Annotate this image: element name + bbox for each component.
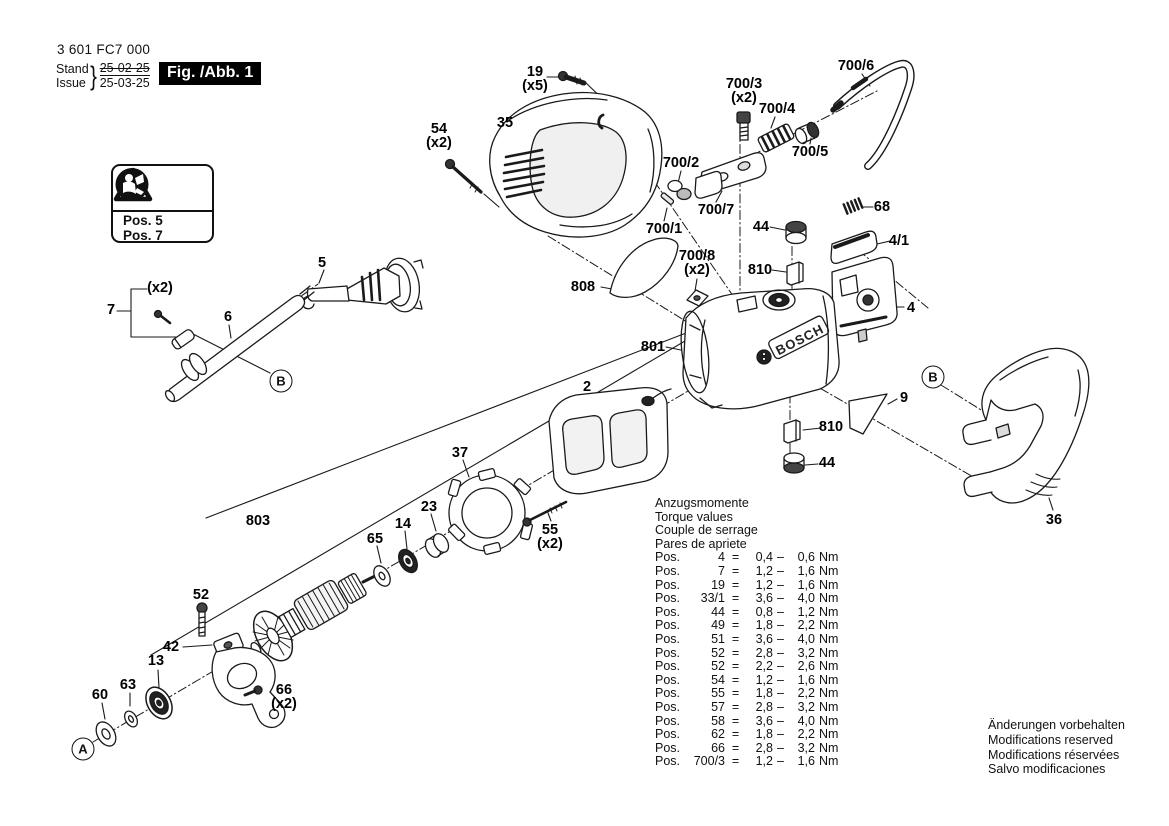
part-label-9: 9: [899, 390, 909, 406]
part-label-54: 54 (x2): [426, 121, 452, 151]
part-label-44: 44: [818, 455, 836, 471]
part-label-60: 60: [91, 687, 109, 703]
torque-row-pos-55: Pos. 55 = 1,8 – 2,2 Nm: [655, 686, 839, 701]
part-label-700-4: 700/4: [758, 101, 796, 117]
ring-63-drawing: [122, 709, 140, 729]
torque-row-pos-58: Pos. 58 = 3,6 – 4,0 Nm: [655, 713, 839, 728]
part-label-63: 63: [119, 677, 137, 693]
washer-65-drawing: [370, 563, 393, 589]
brush-810-top-drawing: [787, 262, 803, 285]
part-label-2: 2: [582, 379, 592, 395]
slider-4-1-drawing: [831, 231, 877, 263]
torque-row-pos-49: Pos. 49 = 1,8 – 2,2 Nm: [655, 618, 839, 633]
part-label-700-8: 700/8 (x2): [678, 248, 716, 278]
plate-9-drawing: [849, 394, 887, 434]
torque-row-pos-62: Pos. 62 = 1,8 – 2,2 Nm: [655, 727, 839, 742]
part-label-700-7: 700/7: [697, 202, 735, 218]
part-label-810: 810: [818, 419, 844, 435]
figure-label-box: Fig. /Abb. 1: [159, 62, 261, 85]
torque-row-pos-52: Pos. 52 = 2,2 – 2,6 Nm: [655, 659, 839, 674]
baffle-37-drawing: [448, 468, 533, 555]
spring-700-4-drawing: [757, 123, 795, 153]
part-label-700-2: 700/2: [662, 155, 700, 171]
aux-handle-700-6-drawing: [833, 64, 911, 166]
torque-row-pos-66: Pos. 66 = 2,8 – 3,2 Nm: [655, 740, 839, 755]
part-label-700-1: 700/1: [645, 221, 683, 237]
part-label-42: 42: [162, 639, 180, 655]
part-label-14: 14: [394, 516, 412, 532]
torque-row-pos-54: Pos. 54 = 1,2 – 1,6 Nm: [655, 672, 839, 687]
view-marker-B: B: [270, 370, 293, 393]
screw-52-drawing: [197, 603, 207, 636]
part-label-6: 6: [223, 309, 233, 325]
handle-36-drawing: [963, 348, 1089, 503]
torque-row-pos-51: Pos. 51 = 3,6 – 4,0 Nm: [655, 631, 839, 646]
part-label-7: 7: [106, 302, 116, 318]
torque-title-de: Anzugsmomente: [655, 496, 749, 510]
part-label-4-1: 4/1: [888, 233, 910, 249]
bearing-13-drawing: [141, 683, 178, 724]
warning-pos-line-1: Pos. 5: [123, 213, 163, 228]
part-label-700-5: 700/5: [791, 144, 829, 160]
cap-44-bottom-drawing: [784, 453, 804, 473]
stand-label: Stand: [56, 61, 89, 76]
warning-reference-box: [111, 164, 214, 243]
clamp-700-7-drawing: [695, 153, 766, 198]
plug-5-drawing: [302, 255, 423, 314]
torque-rows: [655, 551, 838, 769]
part-label-35: 35: [496, 115, 514, 131]
stand-date: 25-02-25: [99, 61, 150, 75]
part-label-52: 52: [192, 587, 210, 603]
ring-700-5-drawing: [793, 121, 821, 146]
issue-date: 25-03-25: [99, 76, 150, 90]
ring-23-drawing: [422, 531, 451, 560]
issue-label: Issue: [56, 75, 86, 90]
part-label-810: 810: [747, 262, 773, 278]
torque-row-pos-19: Pos. 19 = 1,2 – 1,6 Nm: [655, 577, 839, 592]
part-label-4: 4: [906, 300, 916, 316]
torque-title-es: Pares de apriete: [655, 536, 747, 551]
torque-row-pos-44: Pos. 44 = 0,8 – 1,2 Nm: [655, 604, 839, 619]
torque-row-pos-7: Pos. 7 = 1,2 – 1,6 Nm: [655, 563, 839, 578]
torque-row-pos-52: Pos. 52 = 2,8 – 3,2 Nm: [655, 645, 839, 660]
footer-note-es: Salvo modificaciones: [988, 762, 1106, 777]
part-label-808: 808: [570, 279, 596, 295]
footer-note-en: Modifications reserved: [988, 732, 1114, 747]
part-label-700-6: 700/6: [837, 58, 875, 74]
footer-notes: [988, 718, 1125, 777]
torque-table: [655, 497, 838, 769]
torque-row-pos-700-3: Pos. 700/3 = 1,2 – 1,6 Nm: [655, 754, 839, 769]
motor-housing-center-drawing: [677, 289, 839, 409]
pin-700-1-drawing: [660, 192, 674, 205]
warning-pos-line-2: Pos. 7: [123, 227, 163, 243]
stand-issue-block: [56, 61, 150, 90]
torque-row-pos-33-1: Pos. 33/1 = 3,6 – 4,0 Nm: [655, 591, 839, 606]
torque-title-fr: Couple de serrage: [655, 523, 758, 538]
part-label-5: 5: [317, 255, 327, 271]
part-label-13: 13: [147, 653, 165, 669]
brace-glyph: }: [89, 60, 97, 91]
part-label-55: 55 (x2): [537, 522, 563, 552]
part-label--x2-: (x2): [147, 280, 173, 296]
view-marker-B: B: [922, 366, 945, 389]
read-manual-icon: [113, 166, 151, 203]
part-label-19: 19 (x5): [522, 64, 548, 94]
clamp-7-parts-drawing: [155, 311, 196, 351]
plate-808-drawing: [610, 238, 678, 297]
type-number: 3 601 FC7 000: [57, 42, 151, 57]
screw-54-drawing: [446, 160, 482, 193]
torque-row-pos-4: Pos. 4 = 0,4 – 0,6 Nm: [655, 550, 839, 565]
part-label-44: 44: [752, 219, 770, 235]
screw-19-drawing: [559, 72, 585, 86]
footer-note-de: Änderungen vorbehalten: [988, 718, 1125, 732]
cap-44-top-drawing: [786, 222, 806, 244]
view-marker-A: A: [72, 738, 95, 761]
part-700-2-drawing: [668, 181, 691, 200]
switch-4-drawing: [832, 257, 897, 342]
torque-row-pos-57: Pos. 57 = 2,8 – 3,2 Nm: [655, 699, 839, 714]
part-label-65: 65: [366, 531, 384, 547]
part-label-68: 68: [873, 199, 891, 215]
part-label-700-3: 700/3 (x2): [725, 76, 763, 106]
part-label-66: 66 (x2): [271, 682, 297, 712]
brand-logo-text: BOSCH: [773, 321, 827, 359]
torque-title-en: Torque values: [655, 509, 733, 524]
footer-note-fr: Modifications réservées: [988, 747, 1120, 762]
stator-2-drawing: [549, 388, 671, 494]
brush-810-bottom-drawing: [784, 420, 800, 443]
part-label-36: 36: [1045, 512, 1063, 528]
spring-68-drawing: [844, 198, 863, 213]
part-label-803: 803: [245, 513, 271, 529]
screw-55-drawing: [523, 502, 566, 526]
part-label-37: 37: [451, 445, 469, 461]
screw-700-3-drawing: [737, 112, 750, 140]
washer-60-drawing: [92, 718, 120, 749]
part-label-801: 801: [640, 339, 666, 355]
part-label-23: 23: [420, 499, 438, 515]
housing-35-drawing: [490, 93, 662, 238]
